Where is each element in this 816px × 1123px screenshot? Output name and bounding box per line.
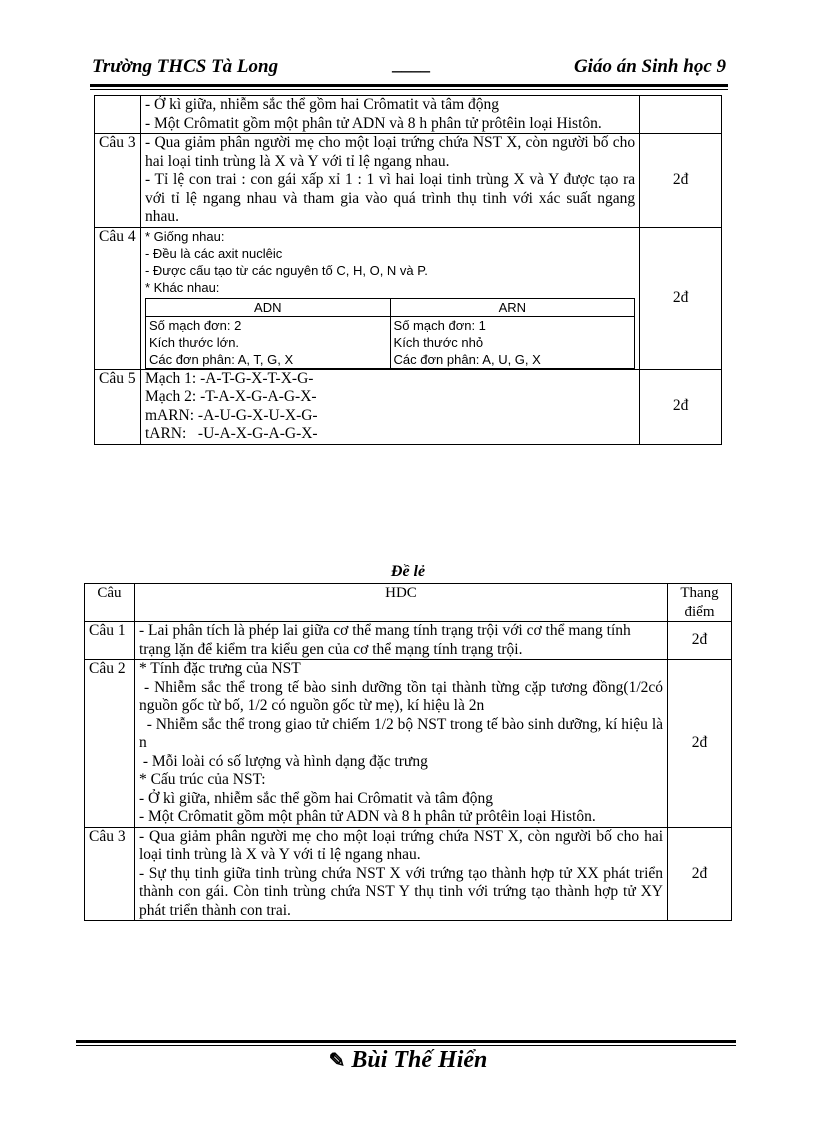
arn-header: ARN: [390, 298, 635, 316]
answer-cell: - Lai phân tích là phép lai giữa cơ thể mang tính trạng trội với cơ thể mang tính trạng lặn để kiểm tra kiểu gen của cơ thể mạng tính trạng trội.: [134, 622, 667, 660]
score-cell: 2đ: [668, 660, 732, 828]
question-cell: Câu 2: [85, 660, 135, 828]
score-cell: 2đ: [668, 622, 732, 660]
answer-cell: - Qua giảm phân người mẹ cho một loại trứng chứa NST X, còn người bố cho hai loại tinh trùng là X và Y với tỉ lệ ngang nhau. - Tỉ lệ con trai : con gái xấp xỉ 1 : 1 vì hai loại tinh trùng X và Y được tạo ra với tỉ lệ ngang nhau và tham gia vào quá trình thụ tinh với xác suất ngang nhau.: [140, 134, 639, 228]
author-name: Bùi Thế Hiển: [351, 1047, 488, 1073]
table-row: [95, 134, 722, 228]
table-header-row: [85, 584, 732, 622]
answer-table-odd: [84, 583, 732, 921]
table-row: [85, 622, 732, 660]
subject-name: Giáo án Sinh học 9: [573, 56, 726, 77]
table-row: [85, 660, 732, 828]
adn-properties: Số mạch đơn: 2 Kích thước lớn. Các đơn phân: A, T, G, X: [145, 316, 390, 368]
header-rule-thin: [90, 89, 728, 90]
column-header-hdc: HDC: [134, 584, 667, 622]
question-cell: Câu 5: [95, 369, 141, 444]
table-row: [85, 827, 732, 921]
score-cell: [640, 96, 722, 134]
table-row: [95, 369, 722, 444]
question-cell: Câu 3: [85, 827, 135, 921]
header-rule: [90, 84, 728, 87]
score-cell: 2đ: [640, 369, 722, 444]
score-cell: 2đ: [668, 827, 732, 921]
pen-icon: ✎: [328, 1050, 346, 1072]
question-cell: Câu 3: [95, 134, 141, 228]
adn-header: ADN: [145, 298, 390, 316]
header-divider: ____: [392, 54, 430, 75]
question-cell: Câu 1: [85, 622, 135, 660]
score-cell: 2đ: [640, 134, 722, 228]
page-footer: [0, 1047, 816, 1074]
table-row: [95, 227, 722, 369]
column-header-question: Câu: [85, 584, 135, 622]
column-header-score: Thang điểm: [668, 584, 732, 622]
answer-cell: Mạch 1: -A-T-G-X-T-X-G- Mạch 2: -T-A-X-G-A-G-X- mARN: -A-U-G-X-U-X-G- tARN: -U-A-X-G-A-G-X-: [140, 369, 639, 444]
footer-rule: [76, 1040, 736, 1043]
arn-properties: Số mạch đơn: 1 Kích thước nhỏ Các đơn phân: A, U, G, X: [390, 316, 635, 368]
page-header: [88, 52, 728, 82]
footer-rule-thin: [76, 1045, 736, 1046]
answer-cell: - Qua giảm phân người mẹ cho một loại trứng chứa NST X, còn người bố cho hai loại tinh trùng là X và Y với tỉ lệ ngang nhau. - Sự thụ tinh giữa tinh trùng chứa NST X với trứng tạo thành hợp tử XX phát triển thành con gái. Còn tinh trùng chứa NST Y thụ tinh với trứng tạo thành hợp tử XY phát triển thành con trai.: [134, 827, 667, 921]
answer-cell: - Ở kì giữa, nhiễm sắc thể gồm hai Crômatit và tâm động - Một Crômatit gồm một phân tử ADN và 8 h phân tử prôtêin loại Histôn.: [140, 96, 639, 134]
section-title: Đề lẻ: [390, 563, 426, 580]
answer-cell: * Tính đặc trưng của NST - Nhiễm sắc thể trong tế bào sinh dưỡng tồn tại thành từng cặp tương đồng(1/2có nguồn gốc từ bố, 1/2 có nguồn gốc từ mẹ), kí hiệu là 2n - Nhiễm sắc thể trong giao tử chiếm 1/2 bộ NST trong tế bào sinh dưỡng, kí hiệu là n - Mỗi loài có số lượng và hình dạng đặc trưng * Cấu trúc của NST: - Ở kì giữa, nhiễm sắc thể gồm hai Crômatit và tâm động - Một Crômatit gồm một phân tử ADN và 8 h phân tử prôtêin loại Histôn.: [134, 660, 667, 828]
answer-table-even: [94, 95, 722, 445]
score-cell: 2đ: [640, 227, 722, 369]
table-row: [95, 96, 722, 134]
school-name: Trường THCS Tà Long: [92, 56, 279, 77]
question-cell: [95, 96, 141, 134]
adn-arn-comparison-table: [145, 298, 635, 369]
question-cell: Câu 4: [95, 227, 141, 369]
answer-cell: * Giống nhau: - Đều là các axit nuclêic - Được cấu tạo từ các nguyên tố C, H, O, N và P. * Khác nhau: ADN ARN Số mạch đơn: 2 Kích thước lớn. Các đơn phân: A, T, G, X Số mạch đơn: 1 Kích thước nhỏ Các đơn phân: A, U, G, X: [140, 227, 639, 369]
